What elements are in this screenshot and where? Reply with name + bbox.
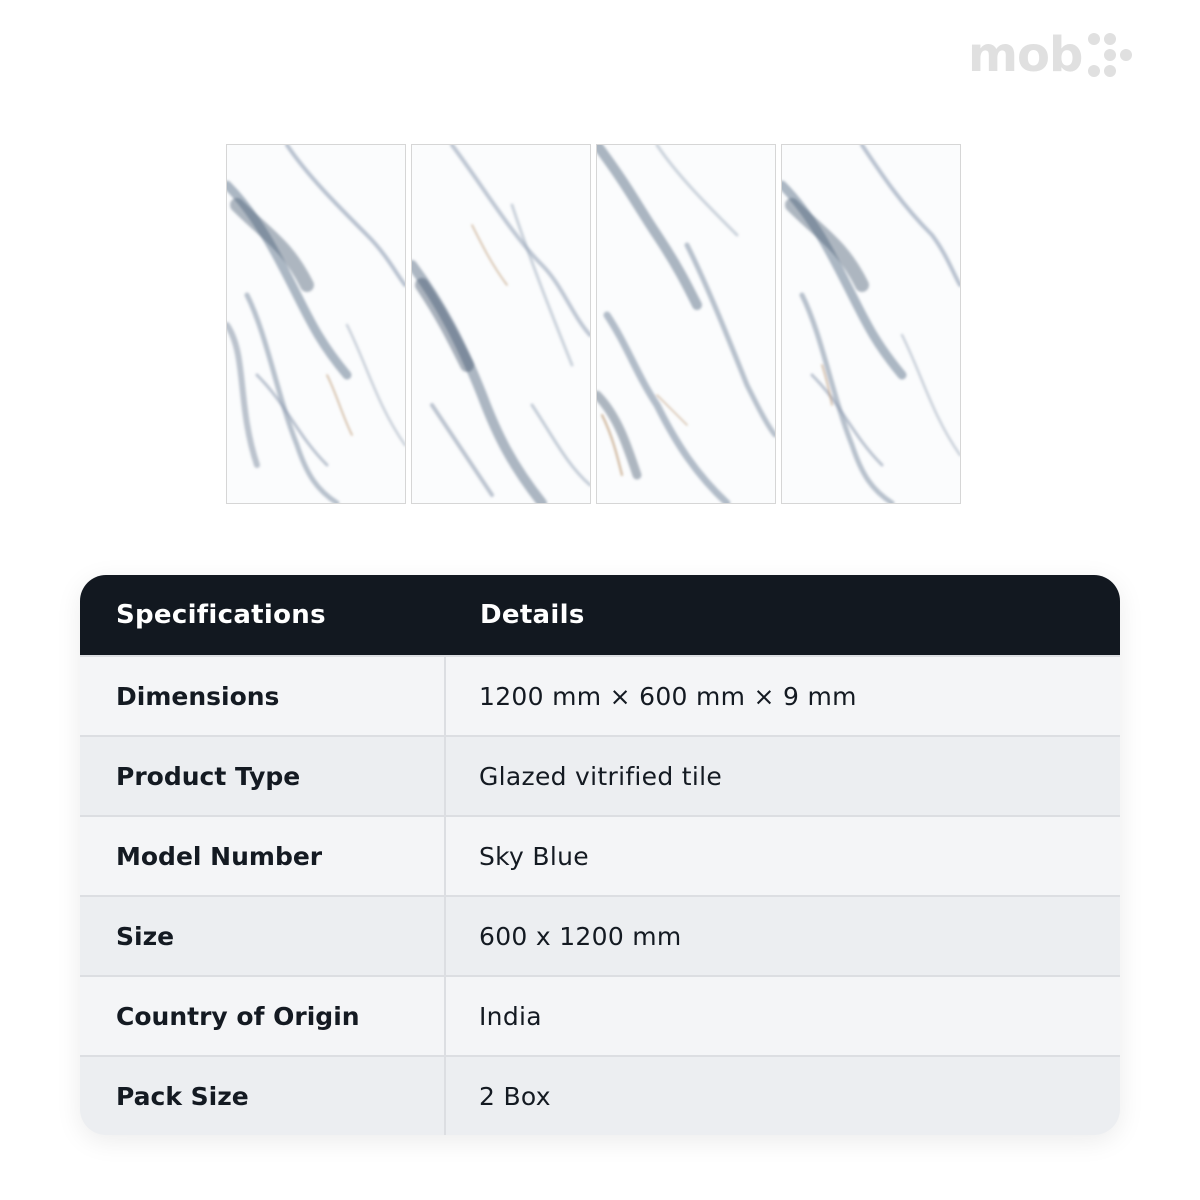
marble-tile-1: [226, 144, 406, 504]
marble-tile-2: [411, 144, 591, 504]
brand-logo: [968, 28, 1134, 82]
brand-dots-icon: [1086, 30, 1134, 80]
header-details: Details: [480, 600, 585, 630]
spec-label: Model Number: [80, 817, 446, 895]
product-image: [226, 144, 960, 504]
spec-value: 600 x 1200 mm: [479, 921, 682, 951]
table-row: [80, 1055, 1120, 1135]
spec-label: Product Type: [80, 737, 446, 815]
spec-label: Pack Size: [80, 1057, 446, 1135]
table-row: [80, 815, 1120, 895]
brand-logo-text: mob: [968, 27, 1083, 83]
spec-label: Country of Origin: [80, 977, 446, 1055]
spec-value: 1200 mm × 600 mm × 9 mm: [479, 681, 857, 711]
spec-value: 2 Box: [479, 1081, 551, 1111]
table-row: [80, 655, 1120, 735]
table-row: [80, 735, 1120, 815]
table-row: [80, 895, 1120, 975]
specifications-table: [80, 575, 1120, 1135]
header-specifications: Specifications: [116, 600, 326, 630]
spec-label: Size: [80, 897, 446, 975]
spec-value: Sky Blue: [479, 841, 589, 871]
table-header: [80, 575, 1120, 655]
spec-value: India: [479, 1001, 542, 1031]
spec-label: Dimensions: [80, 657, 446, 735]
marble-tile-4: [781, 144, 961, 504]
spec-value: Glazed vitrified tile: [479, 761, 723, 791]
table-row: [80, 975, 1120, 1055]
marble-tile-3: [596, 144, 776, 504]
